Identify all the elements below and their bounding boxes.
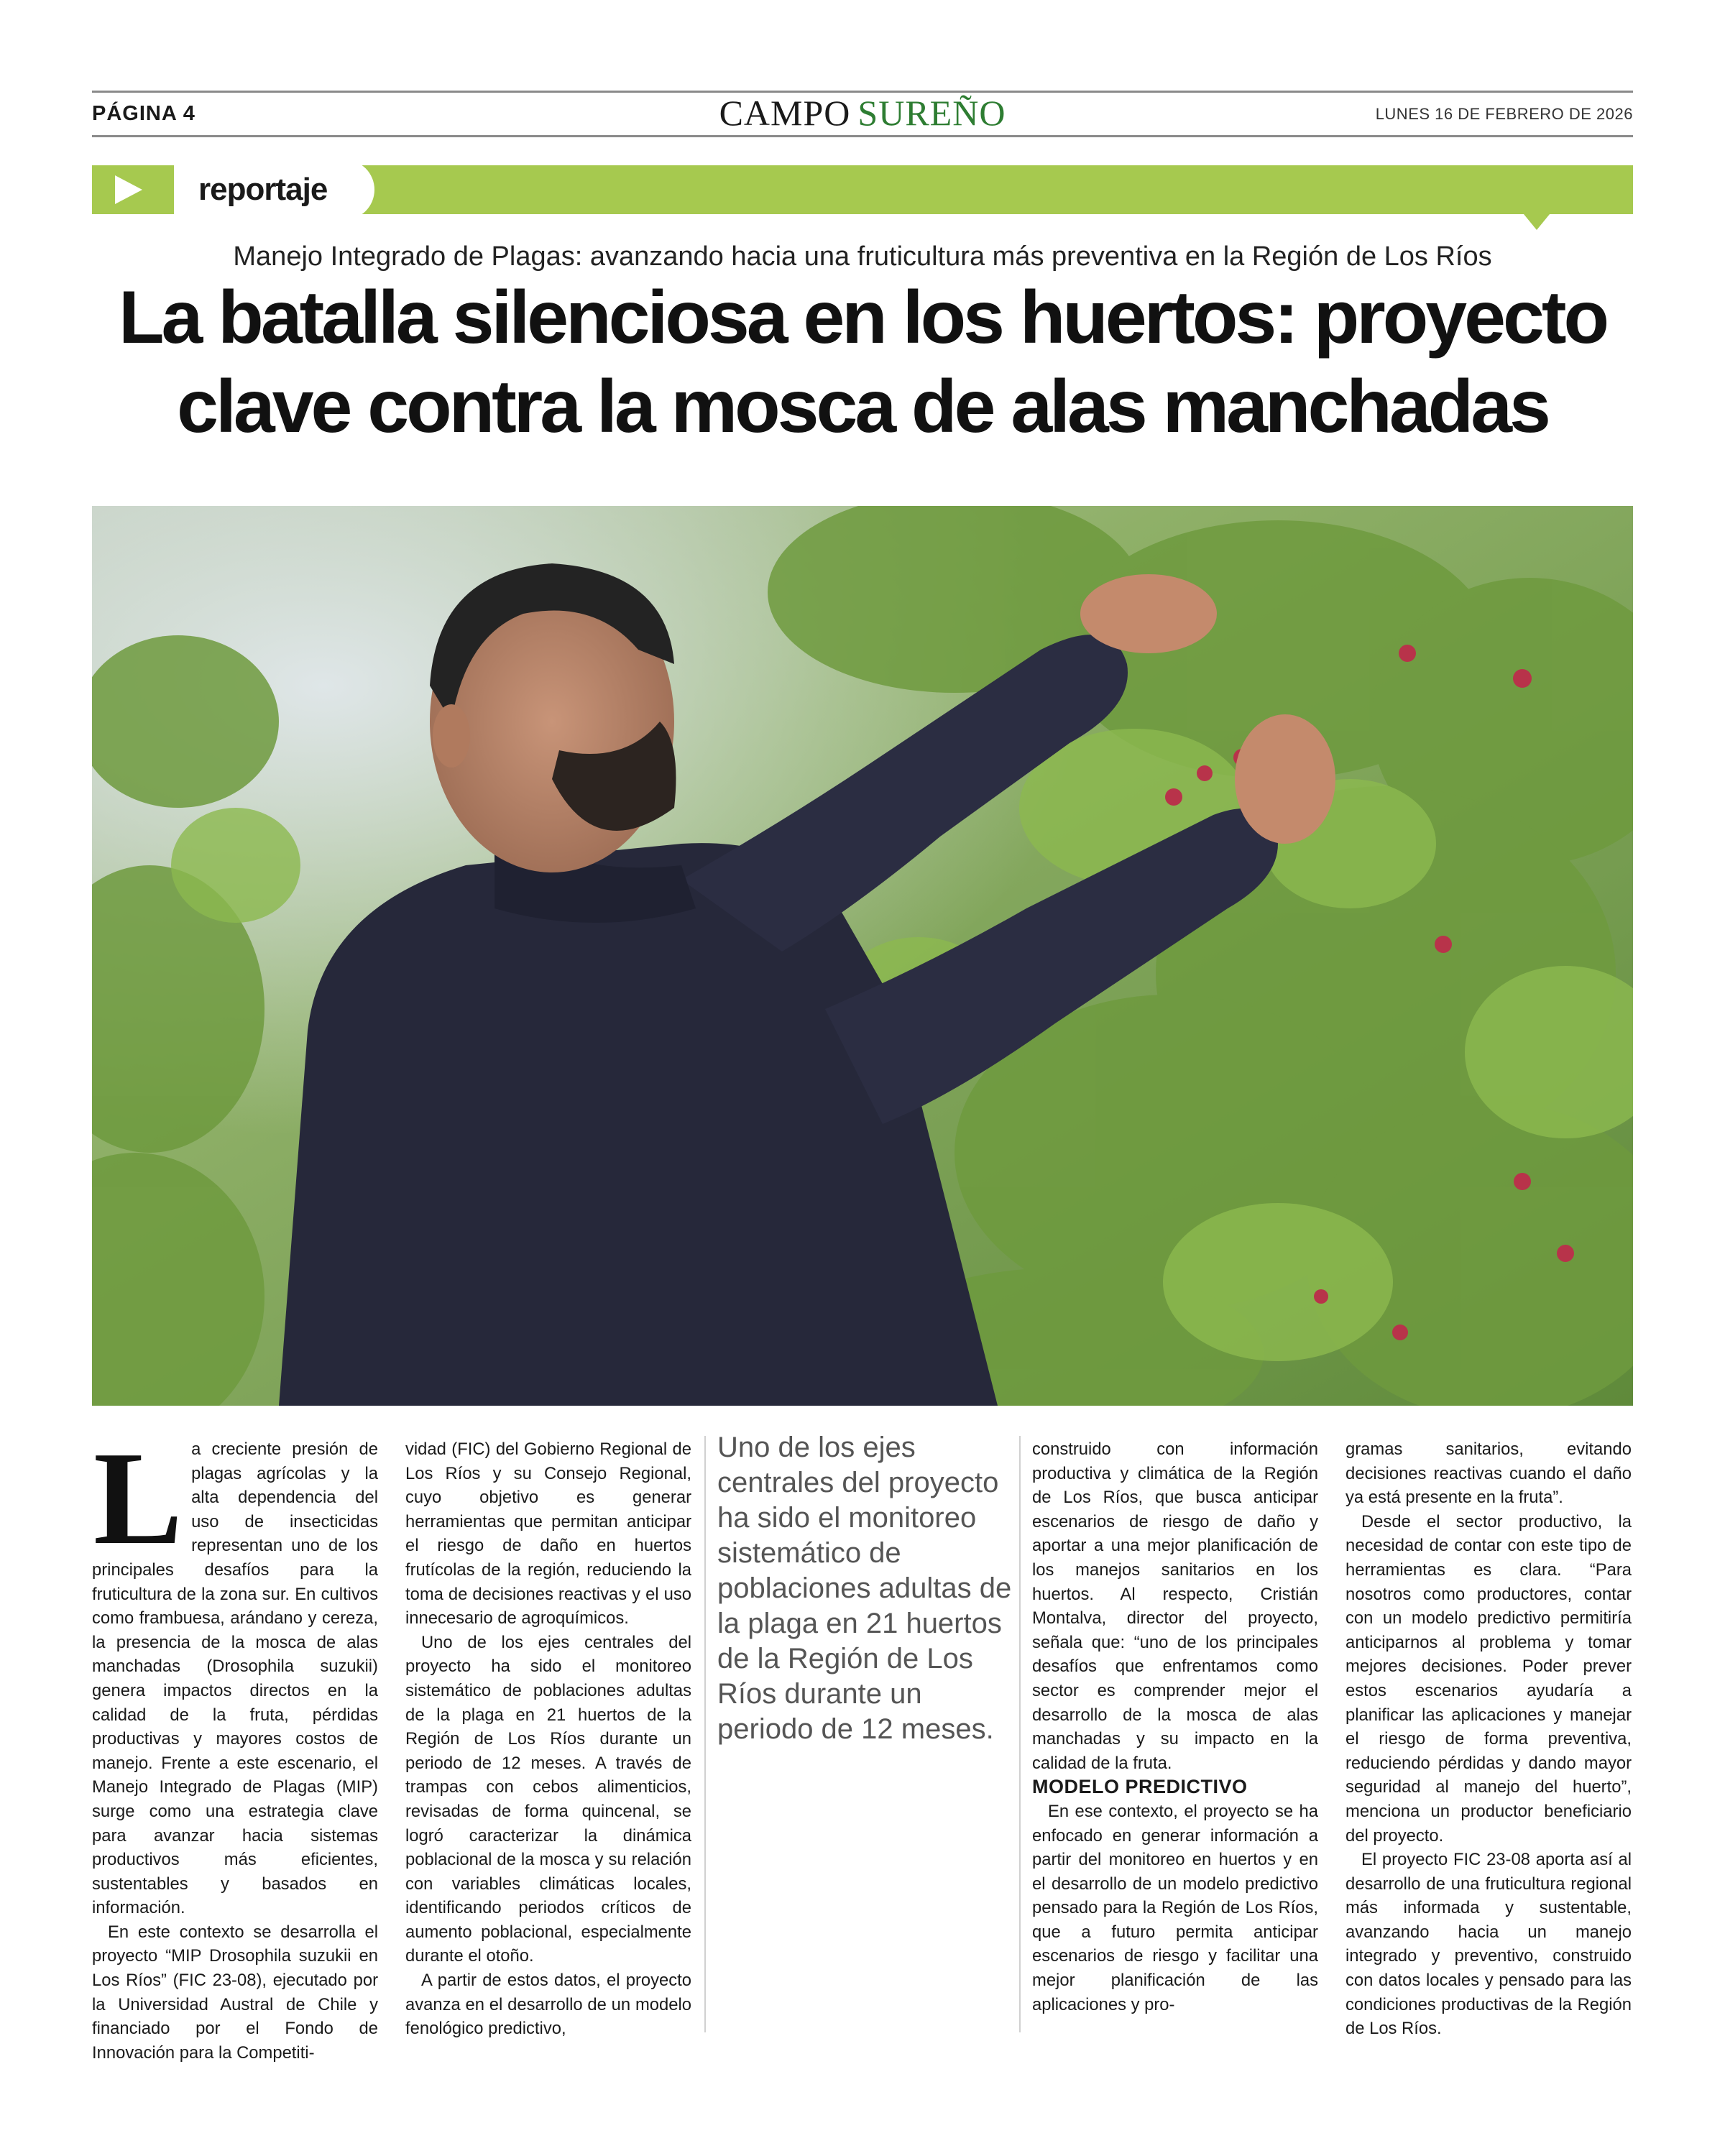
article-paragraph: vidad (FIC) del Gobierno Regional de Los Ríos y su Consejo Regional, cuyo objetivo es generar herramientas que permitan anticipar el riesgo de daño en huertos frutícolas de la región, reduciendo la toma de decisiones reactivas y el uso innecesario de agroquímicos. [405, 1439, 691, 1628]
article-paragraph: El proyecto FIC 23-08 aporta así al desarrollo de una fruticultura regional más informada y sustentable, avanzando hacia un manejo integrado y preventivo, construido con datos locales y pensado para las condiciones productivas de la Región de Los Ríos. [1346, 1850, 1632, 2039]
issue-date: LUNES 16 DE FEBRERO DE 2026 [1375, 105, 1633, 123]
article-kicker: Manejo Integrado de Plagas: avanzando hacia una fruticultura más preventiva en la Región de Los Ríos [233, 241, 1492, 272]
pull-quote: Uno de los ejes centrales del proyecto ha sido el monitoreo sistemático de poblaciones adultas de la plaga en 21 huertos de la Región de Los Ríos durante un periodo de 12 meses. [717, 1432, 1012, 1745]
section-subheading: MODELO PREDICTIVO [1032, 1776, 1248, 1798]
article-paragraph: A partir de estos datos, el proyecto avanza en el desarrollo de un modelo fenológico predictivo, [405, 1971, 691, 2039]
article-paragraph: En este contexto se desarrolla el proyecto “MIP Drosophila suzukii en Los Ríos” (FIC 23-08), ejecutado por la Universidad Austral de Chile y financiado por el Fondo de Innovación para la Competiti- [92, 1922, 378, 2063]
column-divider [1019, 1436, 1021, 2032]
article-headline [72, 273, 1653, 451]
play-triangle-icon [115, 175, 142, 204]
article-paragraph: Uno de los ejes centrales del proyecto ha sido el monitoreo sistemático de poblaciones adultas de la plaga en 21 huertos de la Región de Los Ríos durante un periodo de 12 meses. A través de trampas con cebos alimenticios, revisadas de forma quincenal, se logró caracterizar la dinámica poblacional de la mosca y su relación con variables climáticas locales, identificando periodos críticos de aumento poblacional, especialmente durante el otoño. [405, 1632, 691, 1966]
column-divider [704, 1436, 706, 2032]
article-paragraph: La creciente presión de plagas agrícolas y la alta dependencia del uso de insecticidas representan uno de los principales desafíos para la fruticultura de la zona sur. En cultivos como frambuesa, arándano y cereza, la presencia de la mosca de alas manchadas (Drosophila suzukii) genera impactos directos en la calidad de la fruta, pérdidas productivas y mayores costos de manejo. Frente a este escenario, el Manejo Integrado de Plagas (MIP) surge como una estrategia clave para avanzar hacia sistemas productivos más eficientes, sustentables y basados en información. [92, 1424, 378, 1918]
article-column-5 [1346, 1437, 1632, 2041]
section-label: reportaje [174, 160, 374, 220]
headline-line-2: clave contra la mosca de alas manchadas [177, 365, 1548, 448]
section-bar-tip [1524, 214, 1550, 230]
article-paragraph: Desde el sector productivo, la necesidad de contar con este tipo de herramientas es clara. “Para nosotros como productores, contar con un modelo predictivo permitiría anticiparnos al problema y tomar mejores decisiones. Poder prever estos escenarios ayudaría a planificar las aplicaciones y manejar el riesgo de forma preventiva, reduciendo pérdidas y dando mayor seguridad al manejo del huerto”, menciona un productor beneficiario del proyecto. [1346, 1511, 1632, 1846]
article-column-4 [1032, 1437, 1318, 2017]
article-paragraph: En ese contexto, el proyecto se ha enfocado en generar información a partir del monitoreo en huertos y en el desarrollo de un modelo predictivo pensado para la Región de Los Ríos, que a futuro permita anticipar escenarios de riesgo y facilitar una mejor planificación de las aplicaciones y pro- [1032, 1801, 1318, 2014]
drop-cap: L [93, 1424, 183, 1572]
article-photo [92, 506, 1633, 1406]
masthead-bottom-rule [92, 135, 1633, 137]
article-paragraph: gramas sanitarios, evitando decisiones reactivas cuando el daño ya está presente en la fruta”. [1346, 1439, 1632, 1508]
article-column-1 [92, 1424, 378, 2065]
page-number: PÁGINA 4 [92, 102, 196, 125]
article-paragraph: construido con información productiva y climática de la Región de Los Ríos, que busca anticipar escenarios de riesgo de daño y aportar a una mejor planificación de los manejos sanitarios en los huertos. Al respecto, Cristián Montalva, director del proyecto, señala que: “uno de los principales desafíos que enfrentamos como sector es comprender mejor el desarrollo de la mosca de alas manchadas y su impacto en la calidad de la fruta. [1032, 1439, 1318, 1773]
logo-word-campo: CAMPO [719, 93, 851, 133]
headline-line-1: La batalla silenciosa en los huertos: proyecto [119, 276, 1606, 359]
logo-word-sureno: SUREÑO [857, 93, 1006, 133]
article-column-2 [405, 1437, 691, 2041]
